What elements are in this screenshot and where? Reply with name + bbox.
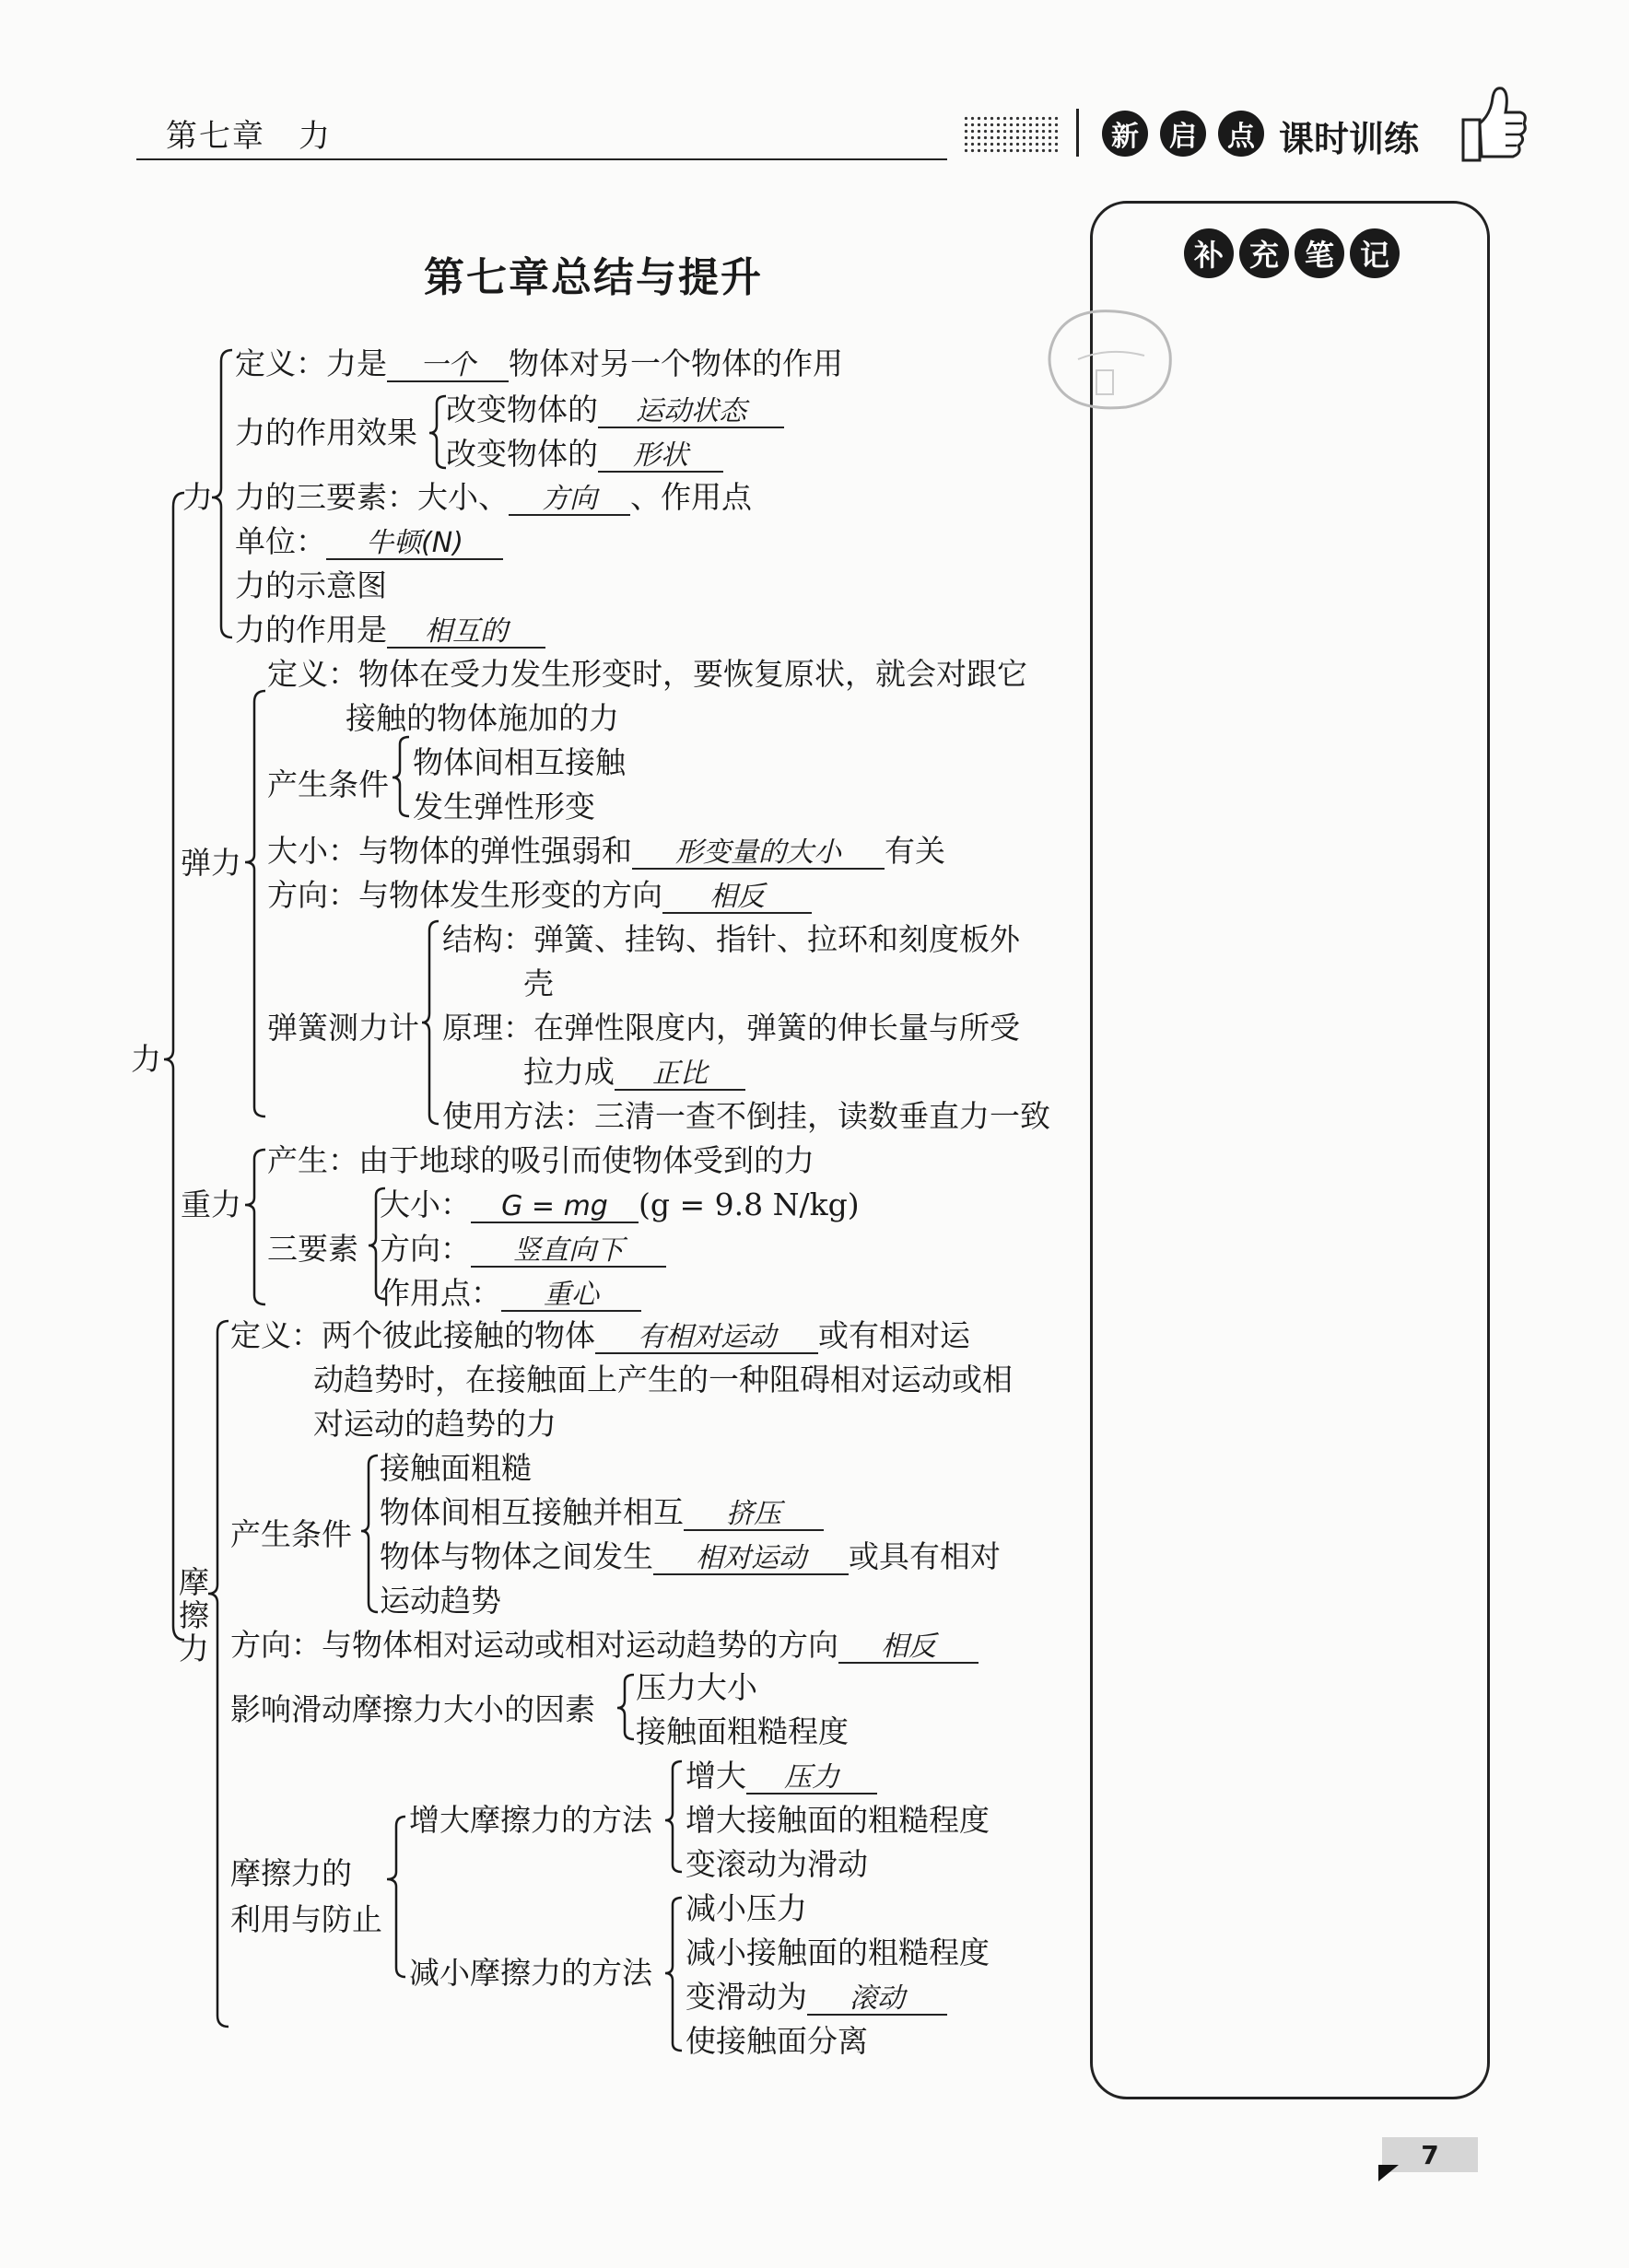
friction-definition: 定义：两个彼此接触的物体 有相对运动 或有相对运 (230, 1317, 970, 1353)
force-effect-item: 改变物体的 形状 (446, 436, 723, 473)
brand-char: 点 (1218, 111, 1264, 157)
spring-structure: 结构：弹簧、挂钩、指针、拉环和刻度板外 (442, 921, 1020, 957)
friction-direction: 方向：与物体相对运动或相对运动趋势的方向 相反 (230, 1627, 979, 1664)
increase-friction-item: 增大 压力 (686, 1758, 877, 1795)
notes-title-char: 充 (1239, 228, 1289, 278)
notes-title-char: 补 (1184, 228, 1234, 278)
page-number: 7 (1382, 2137, 1478, 2172)
friction-use-label: 摩擦力的 (230, 1855, 352, 1891)
increase-friction-item: 增大接触面的粗糙程度 (686, 1802, 990, 1838)
friction-factors-label: 影响滑动摩擦力大小的因素 (230, 1691, 595, 1727)
friction-use-label-cont: 利用与防止 (230, 1901, 382, 1937)
chapter-header: 第七章 力 (166, 118, 332, 155)
brand-char: 启 (1160, 111, 1206, 157)
root-force-label: 力 (131, 1041, 161, 1077)
notes-title-char: 笔 (1295, 228, 1344, 278)
elastic-condition-item: 发生弹性形变 (413, 789, 595, 824)
elastic-direction: 方向：与物体发生形变的方向 相反 (267, 877, 812, 914)
gravity-direction: 方向： 竖直向下 (380, 1231, 666, 1268)
elastic-definition: 定义：物体在受力发生形变时，要恢复原状，就会对跟它 (267, 656, 1027, 692)
decrease-friction-item: 使接触面分离 (686, 2023, 868, 2059)
force-mutual: 力的作用是 相互的 (235, 612, 545, 649)
spring-usage: 使用方法：三清一查不倒挂，读数垂直力一致 (442, 1098, 1050, 1134)
friction-condition-motion: 物体与物体之间发生 相对运动 或具有相对 (380, 1538, 1001, 1574)
friction-definition-cont: 对运动的趋势的力 (313, 1406, 557, 1442)
force-definition: 定义：力是 一个 物体对另一个物体的作用 (235, 345, 843, 381)
elastic-size: 大小：与物体的弹性强弱和 形变量的大小 有关 (267, 833, 945, 869)
friction-label: 摩擦力 (179, 1564, 209, 1666)
friction-condition-label: 产生条件 (230, 1516, 352, 1552)
force-label: 力 (182, 479, 213, 515)
brand-char: 新 (1102, 111, 1148, 157)
gravity-label: 重力 (181, 1187, 241, 1222)
spring-scale-label: 弹簧测力计 (267, 1010, 419, 1046)
brand-name: 课时训练 (1279, 119, 1420, 159)
friction-condition-motion-cont: 运动趋势 (380, 1583, 501, 1619)
friction-factor-item: 压力大小 (636, 1669, 757, 1705)
increase-friction-item: 变滚动为滑动 (686, 1846, 868, 1882)
increase-friction-label: 增大摩擦力的方法 (409, 1802, 652, 1838)
gravity-size: 大小： G = mg (g = 9.8 N/kg) (380, 1187, 860, 1222)
decrease-friction-item: 减小压力 (686, 1890, 807, 1926)
friction-definition-cont: 动趋势时，在接触面上产生的一种阻碍相对运动或相 (313, 1362, 1013, 1397)
force-diagram: 力的示意图 (235, 567, 387, 603)
friction-condition-press: 物体间相互接触并相互 挤压 (380, 1494, 824, 1531)
force-three-elements: 力的三要素：大小、 方向 、作用点 (235, 479, 752, 515)
page-title: 第七章总结与提升 (424, 254, 763, 301)
notes-title-char: 记 (1350, 228, 1400, 278)
spring-principle-cont: 拉力成 正比 (523, 1054, 745, 1091)
gravity-elements-label: 三要素 (267, 1231, 358, 1267)
elastic-definition-cont: 接触的物体施加的力 (346, 700, 619, 736)
force-unit: 单位： 牛顿(N) (235, 523, 503, 560)
friction-condition-rough: 接触面粗糙 (380, 1450, 532, 1486)
decrease-friction-item: 减小接触面的粗糙程度 (686, 1935, 990, 1970)
force-effect-label: 力的作用效果 (235, 415, 417, 450)
elastic-condition-label: 产生条件 (267, 766, 389, 802)
friction-factor-item: 接触面粗糙程度 (636, 1713, 849, 1749)
gravity-point: 作用点： 重心 (380, 1275, 641, 1312)
force-effect-item: 改变物体的 运动状态 (446, 392, 784, 428)
spring-principle: 原理：在弹性限度内，弹簧的伸长量与所受 (442, 1010, 1020, 1046)
gravity-origin: 产生：由于地球的吸引而使物体受到的力 (267, 1142, 814, 1178)
elastic-condition-item: 物体间相互接触 (413, 744, 626, 780)
decrease-friction-item: 变滑动为 滚动 (686, 1979, 947, 2016)
spring-structure-cont: 壳 (523, 965, 554, 1001)
decrease-friction-label: 减小摩擦力的方法 (409, 1955, 652, 1991)
elastic-label: 弹力 (181, 845, 241, 881)
